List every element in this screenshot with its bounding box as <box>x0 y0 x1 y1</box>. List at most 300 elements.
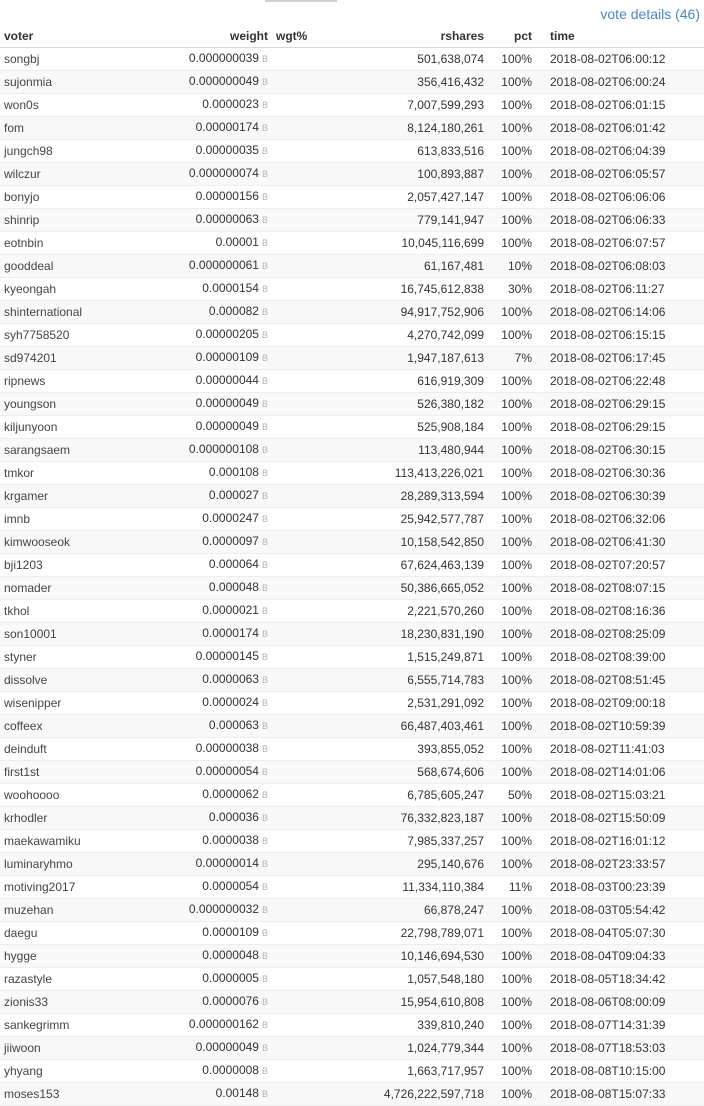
vote-weight <box>158 830 272 853</box>
unit-symbol: B <box>261 951 268 961</box>
vote-weight <box>158 738 272 761</box>
vote-weight <box>158 669 272 692</box>
voter-name[interactable]: razastyle <box>0 968 158 991</box>
table-row <box>0 945 704 968</box>
vote-time: 2018-08-02T06:41:30 <box>536 531 704 554</box>
weight-value: 0.00000145 <box>195 649 259 663</box>
vote-rshares: 61,167,481 <box>366 255 488 278</box>
weight-value: 0.0000109 <box>202 925 259 939</box>
vote-time: 2018-08-02T06:30:15 <box>536 439 704 462</box>
column-header-pct[interactable]: pct <box>488 26 536 48</box>
voter-name[interactable]: kimwooseok <box>0 531 158 554</box>
vote-wgt <box>272 577 366 600</box>
voter-name[interactable]: luminaryhmo <box>0 853 158 876</box>
vote-time: 2018-08-02T06:06:06 <box>536 186 704 209</box>
vote-weight <box>158 508 272 531</box>
weight-value: 0.00000038 <box>195 741 259 755</box>
vote-wgt <box>272 347 366 370</box>
unit-symbol: B <box>261 744 268 754</box>
table-row <box>0 140 704 163</box>
vote-time: 2018-08-04T05:07:30 <box>536 922 704 945</box>
vote-wgt <box>272 899 366 922</box>
vote-wgt <box>272 1083 366 1106</box>
weight-value: 0.0000076 <box>202 994 259 1008</box>
vote-rshares: 613,833,516 <box>366 140 488 163</box>
table-row <box>0 1083 704 1106</box>
voter-name[interactable]: maekawamiku <box>0 830 158 853</box>
unit-symbol: B <box>261 146 268 156</box>
vote-rshares: 25,942,577,787 <box>366 508 488 531</box>
vote-wgt <box>272 255 366 278</box>
vote-pct: 100% <box>488 968 536 991</box>
voter-name[interactable]: kiljunyoon <box>0 416 158 439</box>
voter-name[interactable]: first1st <box>0 761 158 784</box>
voter-name[interactable]: hygge <box>0 945 158 968</box>
voter-name[interactable]: daegu <box>0 922 158 945</box>
vote-pct: 100% <box>488 922 536 945</box>
vote-pct: 100% <box>488 393 536 416</box>
vote-pct: 100% <box>488 807 536 830</box>
column-header-time[interactable]: time <box>536 26 704 48</box>
vote-pct: 100% <box>488 462 536 485</box>
voter-name[interactable]: tkhol <box>0 600 158 623</box>
vote-time: 2018-08-05T18:34:42 <box>536 968 704 991</box>
vote-weight <box>158 439 272 462</box>
vote-weight <box>158 1014 272 1037</box>
vote-time: 2018-08-02T06:15:15 <box>536 324 704 347</box>
weight-value: 0.000000039 <box>188 51 259 65</box>
vote-pct: 100% <box>488 163 536 186</box>
unit-symbol: B <box>261 675 268 685</box>
vote-time: 2018-08-02T06:07:57 <box>536 232 704 255</box>
unit-symbol: B <box>261 376 268 386</box>
unit-symbol: B <box>261 77 268 87</box>
table-row <box>0 715 704 738</box>
vote-time: 2018-08-03T05:54:42 <box>536 899 704 922</box>
vote-weight <box>158 278 272 301</box>
unit-symbol: B <box>261 859 268 869</box>
vote-rshares: 10,158,542,850 <box>366 531 488 554</box>
vote-pct: 100% <box>488 485 536 508</box>
weight-value: 0.0000038 <box>202 833 259 847</box>
table-row <box>0 232 704 255</box>
vote-rshares: 10,146,694,530 <box>366 945 488 968</box>
vote-pct: 100% <box>488 1060 536 1083</box>
vote-pct: 50% <box>488 784 536 807</box>
voter-name[interactable]: sujonmia <box>0 71 158 94</box>
vote-rshares: 7,007,599,293 <box>366 94 488 117</box>
vote-wgt <box>272 1060 366 1083</box>
table-row <box>0 646 704 669</box>
vote-weight <box>158 485 272 508</box>
unit-symbol: B <box>261 560 268 570</box>
column-header-voter[interactable]: voter <box>0 26 158 48</box>
voter-name[interactable]: sd974201 <box>0 347 158 370</box>
vote-weight <box>158 393 272 416</box>
vote-time: 2018-08-02T09:00:18 <box>536 692 704 715</box>
unit-symbol: B <box>261 1066 268 1076</box>
table-row <box>0 830 704 853</box>
weight-value: 0.00000049 <box>195 419 259 433</box>
vote-wgt <box>272 508 366 531</box>
unit-symbol: B <box>261 284 268 294</box>
voter-name[interactable]: coffeex <box>0 715 158 738</box>
vote-rshares: 11,334,110,384 <box>366 876 488 899</box>
weight-value: 0.000108 <box>208 465 259 479</box>
active-tab-indicator <box>265 0 337 2</box>
vote-weight <box>158 209 272 232</box>
vote-wgt <box>272 301 366 324</box>
unit-symbol: B <box>261 445 268 455</box>
table-row <box>0 163 704 186</box>
unit-symbol: B <box>261 813 268 823</box>
vote-weight <box>158 1037 272 1060</box>
vote-weight <box>158 301 272 324</box>
vote-weight <box>158 71 272 94</box>
vote-weight <box>158 715 272 738</box>
weight-value: 0.0000021 <box>202 603 259 617</box>
weight-value: 0.0000174 <box>202 626 259 640</box>
vote-weight <box>158 140 272 163</box>
vote-rshares: 1,024,779,344 <box>366 1037 488 1060</box>
vote-wgt <box>272 761 366 784</box>
voter-name[interactable]: deinduft <box>0 738 158 761</box>
weight-value: 0.00000014 <box>195 856 259 870</box>
voter-name[interactable]: tmkor <box>0 462 158 485</box>
vote-rshares: 50,386,665,052 <box>366 577 488 600</box>
vote-time: 2018-08-02T08:07:15 <box>536 577 704 600</box>
weight-value: 0.00000205 <box>195 327 259 341</box>
vote-wgt <box>272 531 366 554</box>
vote-wgt <box>272 278 366 301</box>
table-row <box>0 738 704 761</box>
voter-name[interactable]: wisenipper <box>0 692 158 715</box>
vote-time: 2018-08-08T10:15:00 <box>536 1060 704 1083</box>
unit-symbol: B <box>261 169 268 179</box>
vote-weight <box>158 761 272 784</box>
unit-symbol: B <box>261 1089 268 1099</box>
unit-symbol: B <box>261 307 268 317</box>
vote-wgt <box>272 439 366 462</box>
vote-pct: 100% <box>488 830 536 853</box>
vote-weight <box>158 692 272 715</box>
votes-table-body <box>0 48 704 1106</box>
vote-time: 2018-08-02T08:25:09 <box>536 623 704 646</box>
vote-time: 2018-08-02T06:29:15 <box>536 416 704 439</box>
weight-value: 0.000064 <box>208 557 259 571</box>
vote-time: 2018-08-07T14:31:39 <box>536 1014 704 1037</box>
vote-weight <box>158 324 272 347</box>
vote-wgt <box>272 1037 366 1060</box>
voter-name[interactable]: wilczur <box>0 163 158 186</box>
vote-rshares: 22,798,789,071 <box>366 922 488 945</box>
vote-wgt <box>272 370 366 393</box>
weight-value: 0.0000062 <box>202 787 259 801</box>
vote-time: 2018-08-02T15:03:21 <box>536 784 704 807</box>
table-row <box>0 209 704 232</box>
voter-name[interactable]: bonyjo <box>0 186 158 209</box>
vote-weight <box>158 48 272 71</box>
weight-value: 0.00148 <box>215 1086 259 1100</box>
voter-name[interactable]: son10001 <box>0 623 158 646</box>
table-row <box>0 94 704 117</box>
unit-symbol: B <box>261 261 268 271</box>
vote-wgt <box>272 94 366 117</box>
voter-name[interactable]: imnb <box>0 508 158 531</box>
vote-weight <box>158 623 272 646</box>
vote-wgt <box>272 876 366 899</box>
vote-time: 2018-08-02T16:01:12 <box>536 830 704 853</box>
vote-time: 2018-08-02T06:05:57 <box>536 163 704 186</box>
voter-name[interactable]: jiiwoon <box>0 1037 158 1060</box>
vote-time: 2018-08-02T06:30:36 <box>536 462 704 485</box>
vote-weight <box>158 646 272 669</box>
vote-wgt <box>272 140 366 163</box>
vote-wgt <box>272 830 366 853</box>
unit-symbol: B <box>261 905 268 915</box>
table-row <box>0 807 704 830</box>
column-header-rshares[interactable]: rshares <box>366 26 488 48</box>
vote-wgt <box>272 738 366 761</box>
vote-time: 2018-08-03T00:23:39 <box>536 876 704 899</box>
vote-wgt <box>272 232 366 255</box>
vote-pct: 100% <box>488 301 536 324</box>
weight-value: 0.00000054 <box>195 764 259 778</box>
voter-name[interactable]: syh7758520 <box>0 324 158 347</box>
vote-time: 2018-08-04T09:04:33 <box>536 945 704 968</box>
voter-name[interactable]: youngson <box>0 393 158 416</box>
table-row <box>0 255 704 278</box>
vote-pct: 100% <box>488 991 536 1014</box>
vote-weight <box>158 94 272 117</box>
vote-pct: 100% <box>488 416 536 439</box>
table-row <box>0 48 704 71</box>
vote-pct: 100% <box>488 324 536 347</box>
weight-value: 0.0000005 <box>202 971 259 985</box>
voter-name[interactable]: fom <box>0 117 158 140</box>
vote-pct: 30% <box>488 278 536 301</box>
voter-name[interactable]: nomader <box>0 577 158 600</box>
unit-symbol: B <box>261 353 268 363</box>
vote-rshares: 6,555,714,783 <box>366 669 488 692</box>
voter-name[interactable]: motiving2017 <box>0 876 158 899</box>
vote-pct: 100% <box>488 232 536 255</box>
vote-rshares: 94,917,752,906 <box>366 301 488 324</box>
table-row <box>0 991 704 1014</box>
voter-name[interactable]: songbj <box>0 48 158 71</box>
vote-rshares: 568,674,606 <box>366 761 488 784</box>
unit-symbol: B <box>261 1043 268 1053</box>
vote-wgt <box>272 715 366 738</box>
vote-rshares: 1,057,548,180 <box>366 968 488 991</box>
vote-time: 2018-08-02T06:00:24 <box>536 71 704 94</box>
vote-rshares: 16,745,612,838 <box>366 278 488 301</box>
vote-wgt <box>272 209 366 232</box>
vote-wgt <box>272 324 366 347</box>
vote-rshares: 295,140,676 <box>366 853 488 876</box>
vote-details-link[interactable]: vote details (46) <box>600 6 700 22</box>
vote-pct: 100% <box>488 853 536 876</box>
voter-name[interactable]: won0s <box>0 94 158 117</box>
voter-name[interactable]: zionis33 <box>0 991 158 1014</box>
vote-rshares: 6,785,605,247 <box>366 784 488 807</box>
weight-value: 0.0000063 <box>202 672 259 686</box>
unit-symbol: B <box>261 928 268 938</box>
vote-rshares: 76,332,823,187 <box>366 807 488 830</box>
voter-name[interactable]: eotnbin <box>0 232 158 255</box>
vote-time: 2018-08-02T06:11:27 <box>536 278 704 301</box>
table-row <box>0 692 704 715</box>
voter-name[interactable]: krhodler <box>0 807 158 830</box>
table-row <box>0 876 704 899</box>
table-row <box>0 301 704 324</box>
voter-name[interactable]: gooddeal <box>0 255 158 278</box>
voter-name[interactable]: shinrip <box>0 209 158 232</box>
table-row <box>0 669 704 692</box>
vote-weight <box>158 1083 272 1106</box>
weight-value: 0.0000097 <box>202 534 259 548</box>
voter-name[interactable]: woohoooo <box>0 784 158 807</box>
vote-pct: 100% <box>488 899 536 922</box>
vote-wgt <box>272 71 366 94</box>
vote-weight <box>158 186 272 209</box>
vote-time: 2018-08-02T10:59:39 <box>536 715 704 738</box>
weight-value: 0.0000247 <box>202 511 259 525</box>
vote-time: 2018-08-02T06:29:15 <box>536 393 704 416</box>
vote-weight <box>158 600 272 623</box>
table-row <box>0 853 704 876</box>
table-row <box>0 784 704 807</box>
vote-rshares: 18,230,831,190 <box>366 623 488 646</box>
vote-weight <box>158 853 272 876</box>
vote-time: 2018-08-02T15:50:09 <box>536 807 704 830</box>
weight-value: 0.000000162 <box>188 1017 259 1031</box>
vote-rshares: 393,855,052 <box>366 738 488 761</box>
table-row <box>0 922 704 945</box>
column-header-wgt[interactable]: wgt% <box>272 26 366 48</box>
table-row <box>0 577 704 600</box>
vote-weight <box>158 784 272 807</box>
vote-weight <box>158 416 272 439</box>
vote-weight <box>158 991 272 1014</box>
vote-pct: 7% <box>488 347 536 370</box>
vote-pct: 100% <box>488 439 536 462</box>
weight-value: 0.000000074 <box>188 166 259 180</box>
vote-wgt <box>272 462 366 485</box>
table-row <box>0 600 704 623</box>
table-row <box>0 439 704 462</box>
vote-weight <box>158 462 272 485</box>
vote-rshares: 2,531,291,092 <box>366 692 488 715</box>
vote-wgt <box>272 646 366 669</box>
vote-rshares: 616,919,309 <box>366 370 488 393</box>
voter-name[interactable]: dissolve <box>0 669 158 692</box>
unit-symbol: B <box>261 606 268 616</box>
voter-name[interactable]: styner <box>0 646 158 669</box>
unit-symbol: B <box>261 1020 268 1030</box>
vote-weight <box>158 163 272 186</box>
voter-name[interactable]: bji1203 <box>0 554 158 577</box>
vote-pct: 100% <box>488 577 536 600</box>
vote-wgt <box>272 416 366 439</box>
table-row <box>0 393 704 416</box>
table-row <box>0 508 704 531</box>
vote-time: 2018-08-02T06:22:48 <box>536 370 704 393</box>
voter-name[interactable]: shinternational <box>0 301 158 324</box>
unit-symbol: B <box>261 123 268 133</box>
table-header-row <box>0 26 704 48</box>
weight-value: 0.00000044 <box>195 373 259 387</box>
table-row <box>0 462 704 485</box>
vote-wgt <box>272 117 366 140</box>
voter-name[interactable]: krgamer <box>0 485 158 508</box>
vote-pct: 100% <box>488 48 536 71</box>
vote-time: 2018-08-08T15:07:33 <box>536 1083 704 1106</box>
vote-wgt <box>272 922 366 945</box>
voter-name[interactable]: moses153 <box>0 1083 158 1106</box>
voter-name[interactable]: sarangsaem <box>0 439 158 462</box>
vote-pct: 100% <box>488 71 536 94</box>
unit-symbol: B <box>261 652 268 662</box>
vote-pct: 100% <box>488 370 536 393</box>
voter-name[interactable]: muzehan <box>0 899 158 922</box>
voter-name[interactable]: jungch98 <box>0 140 158 163</box>
vote-time: 2018-08-02T06:04:39 <box>536 140 704 163</box>
vote-pct: 100% <box>488 715 536 738</box>
vote-wgt <box>272 393 366 416</box>
vote-time: 2018-08-02T23:33:57 <box>536 853 704 876</box>
vote-rshares: 4,726,222,597,718 <box>366 1083 488 1106</box>
unit-symbol: B <box>261 422 268 432</box>
vote-weight <box>158 876 272 899</box>
voter-name[interactable]: yhyang <box>0 1060 158 1083</box>
vote-wgt <box>272 48 366 71</box>
vote-time: 2018-08-02T06:00:12 <box>536 48 704 71</box>
vote-weight <box>158 554 272 577</box>
vote-pct: 100% <box>488 1037 536 1060</box>
weight-value: 0.00000049 <box>195 396 259 410</box>
vote-weight <box>158 370 272 393</box>
vote-pct: 100% <box>488 531 536 554</box>
vote-time: 2018-08-02T08:51:45 <box>536 669 704 692</box>
weight-value: 0.0000048 <box>202 948 259 962</box>
table-row <box>0 416 704 439</box>
weight-value: 0.000082 <box>208 304 259 318</box>
vote-wgt <box>272 485 366 508</box>
vote-wgt <box>272 186 366 209</box>
vote-pct: 100% <box>488 692 536 715</box>
voter-name[interactable]: sankegrimm <box>0 1014 158 1037</box>
weight-value: 0.00000063 <box>195 212 259 226</box>
vote-rshares: 356,416,432 <box>366 71 488 94</box>
column-header-weight[interactable]: weight <box>158 26 272 48</box>
votes-table <box>0 26 704 1106</box>
vote-pct: 100% <box>488 186 536 209</box>
unit-symbol: B <box>261 629 268 639</box>
vote-rshares: 525,908,184 <box>366 416 488 439</box>
vote-rshares: 339,810,240 <box>366 1014 488 1037</box>
voter-name[interactable]: ripnews <box>0 370 158 393</box>
unit-symbol: B <box>261 997 268 1007</box>
weight-value: 0.000000061 <box>188 258 259 272</box>
table-row <box>0 968 704 991</box>
table-row <box>0 531 704 554</box>
vote-wgt <box>272 623 366 646</box>
voter-name[interactable]: kyeongah <box>0 278 158 301</box>
vote-pct: 100% <box>488 669 536 692</box>
vote-rshares: 2,221,570,260 <box>366 600 488 623</box>
weight-value: 0.00000174 <box>195 120 259 134</box>
